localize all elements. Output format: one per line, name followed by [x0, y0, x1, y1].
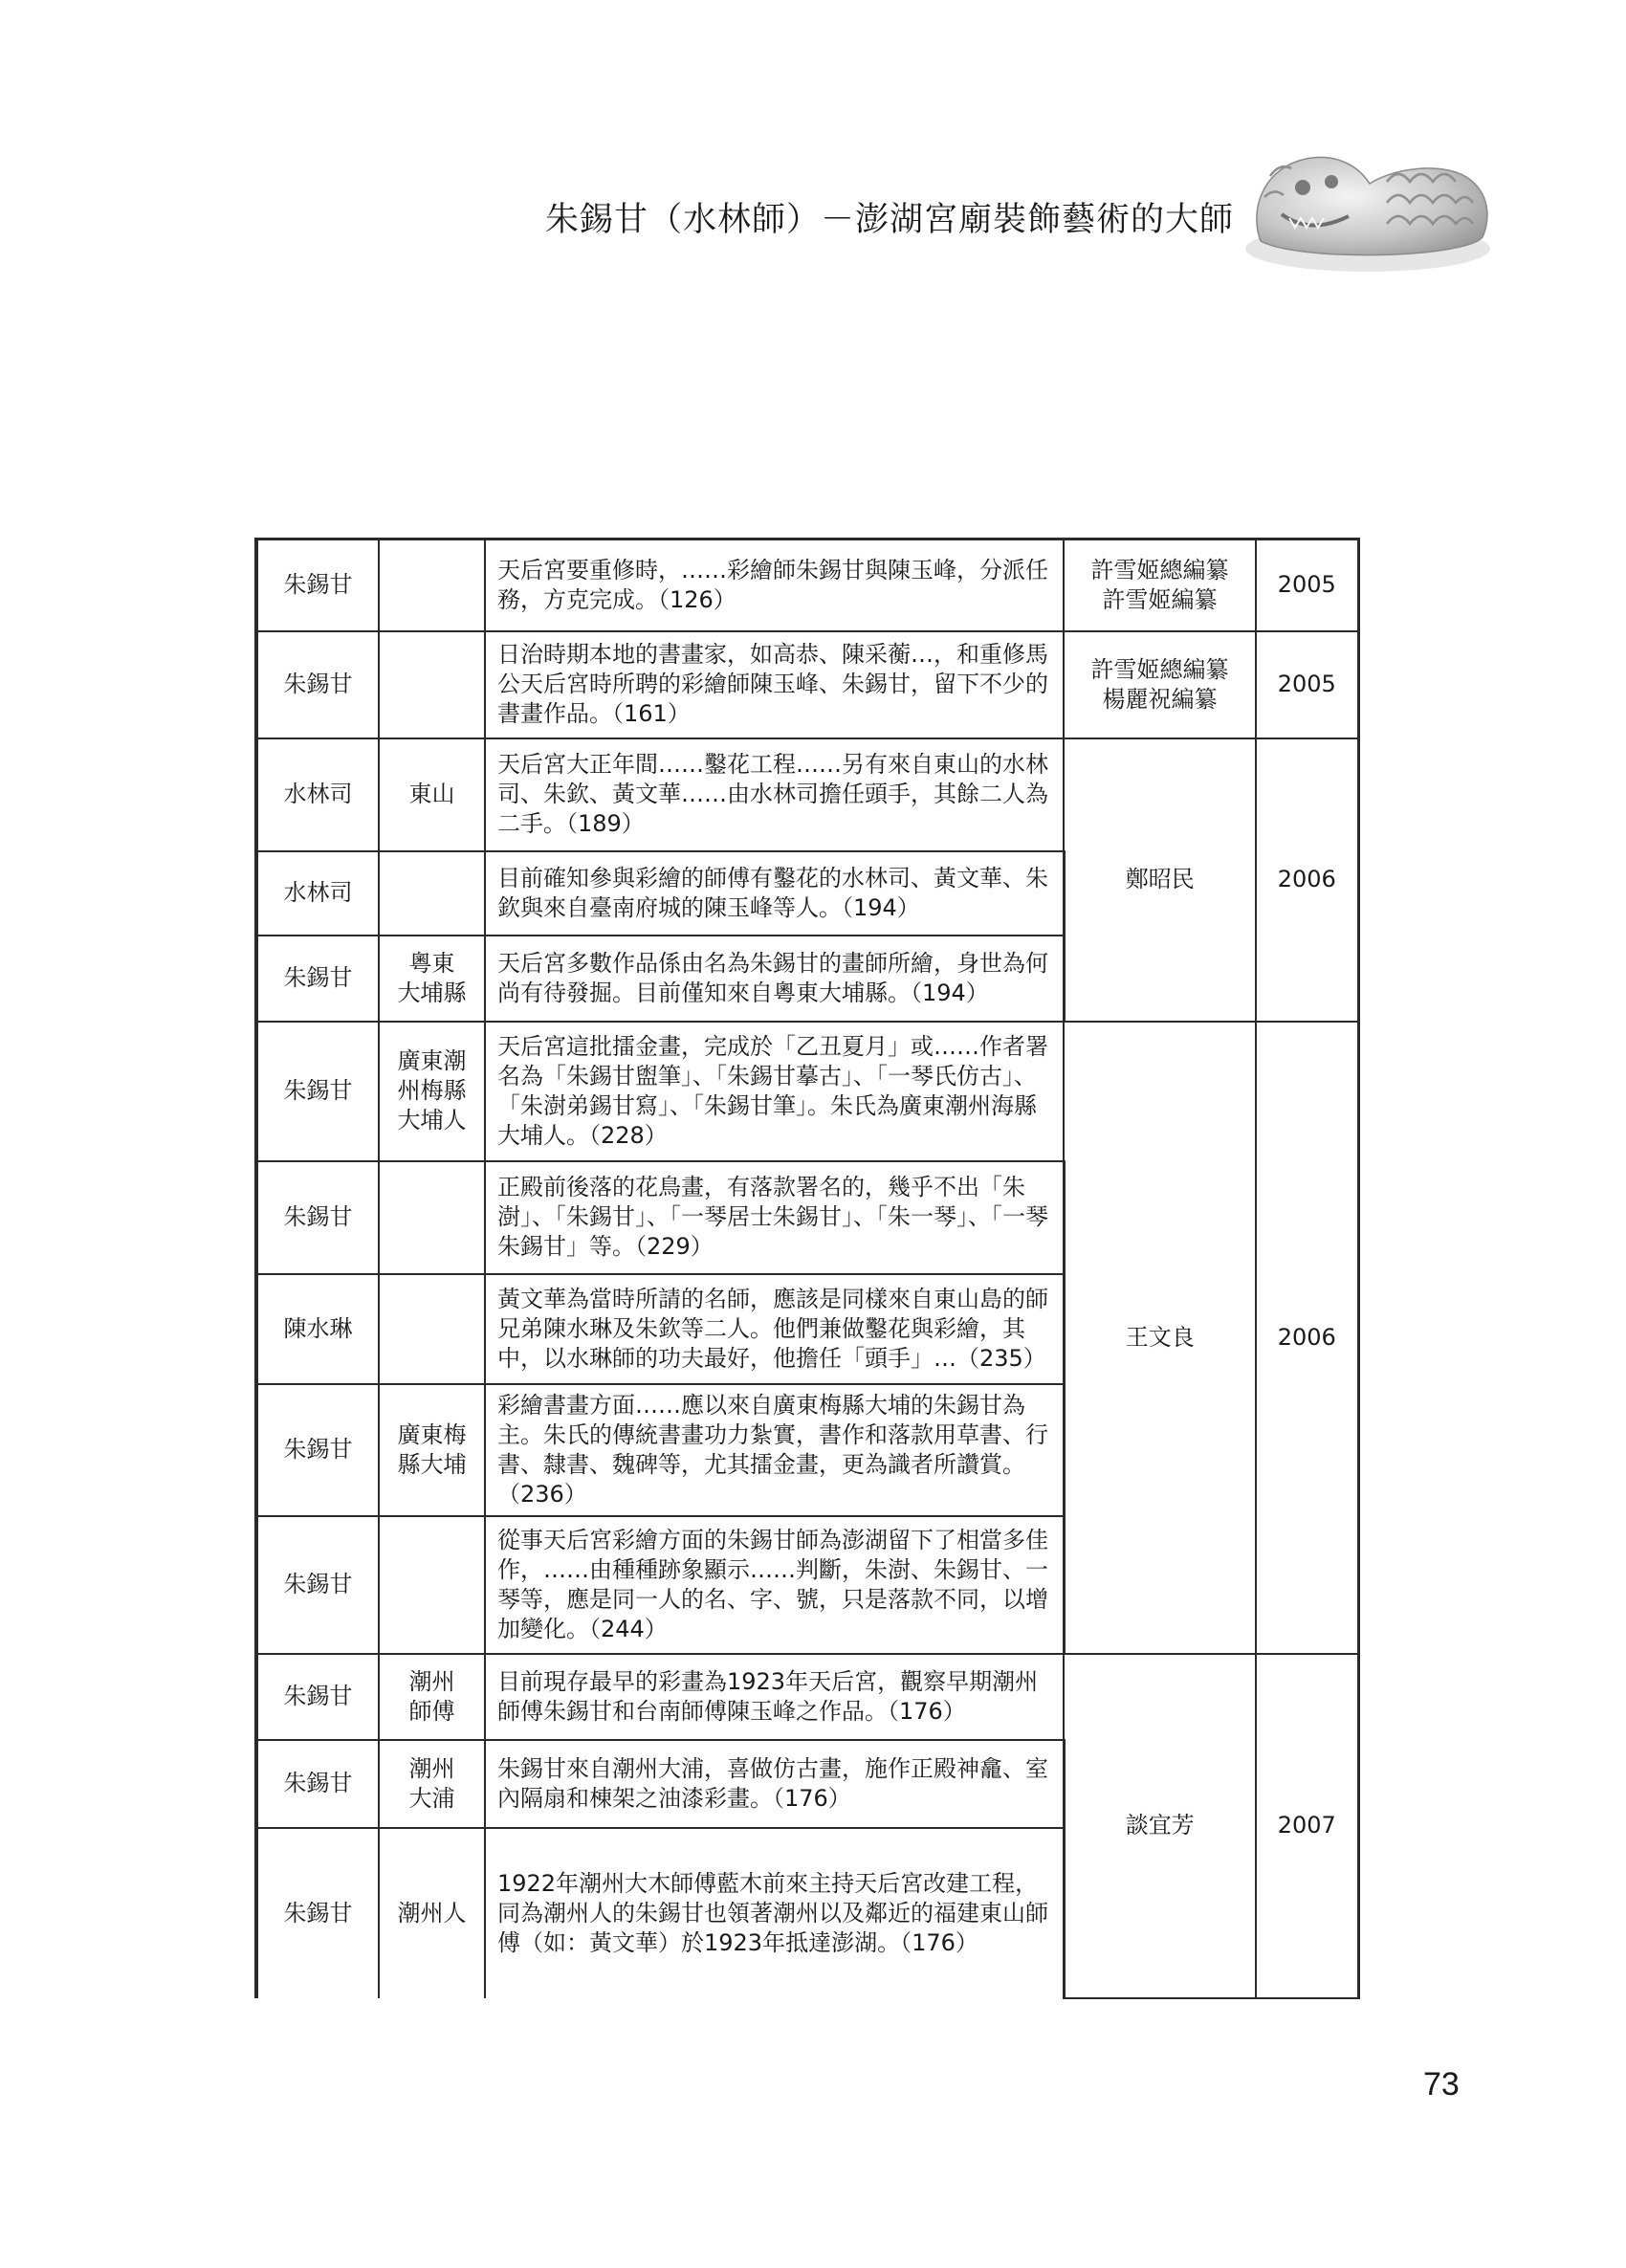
person-name: 朱錫甘 — [256, 1384, 379, 1516]
origin: 潮州人 — [379, 1828, 485, 1998]
publication-year: 2007 — [1256, 1654, 1358, 1998]
person-name: 朱錫甘 — [256, 631, 379, 738]
quoted-text: 彩繪書畫方面……應以來自廣東梅縣大埔的朱錫甘為主。朱氏的傳統書畫功力紮實，書作和落款用草書、行書、隸書、魏碑等，尤其擂金畫，更為識者所讚賞。（236） — [485, 1384, 1064, 1516]
table-row — [256, 631, 1358, 738]
person-name: 水林司 — [256, 851, 379, 936]
author: 許雪姬總編纂 楊麗祝編纂 — [1064, 631, 1256, 738]
quoted-text: 天后宮要重修時，……彩繪師朱錫甘與陳玉峰，分派任務，方克完成。（126） — [485, 539, 1064, 631]
quoted-text: 從事天后宮彩繪方面的朱錫甘師為澎湖留下了相當多佳作，……由種種跡象顯示……判斷，朱澍、朱錫甘、一琴等，應是同一人的名、字、號，只是落款不同，以增加變化。（244） — [485, 1516, 1064, 1654]
quoted-text: 天后宮這批擂金畫，完成於「乙丑夏月」或……作者署名為「朱錫甘盥筆」、「朱錫甘摹古」、「一琴氏仿古」、「朱澍弟錫甘寫」、「朱錫甘筆」。朱氏為廣東潮州海縣大埔人。（228） — [485, 1022, 1064, 1161]
publication-year: 2005 — [1256, 539, 1358, 631]
origin — [379, 1161, 485, 1274]
quoted-text: 黃文華為當時所請的名師，應該是同樣來自東山島的師兄弟陳水琳及朱欽等二人。他們兼做鑿花與彩繪，其中，以水琳師的功夫最好，他擔任「頭手」…（235） — [485, 1274, 1064, 1384]
quoted-text: 目前確知參與彩繪的師傅有鑿花的水林司、黃文華、朱欽與來自臺南府城的陳玉峰等人。（194） — [485, 851, 1064, 936]
quoted-text: 日治時期本地的書畫家，如高恭、陳采蘅…，和重修馬公天后宮時所聘的彩繪師陳玉峰、朱錫甘，留下不少的書畫作品。（161） — [485, 631, 1064, 738]
quoted-text: 1922年潮州大木師傅藍木前來主持天后宮改建工程，同為潮州人的朱錫甘也領著潮州以及鄰近的福建東山師傅（如：黃文華）於1923年抵達澎湖。（176） — [485, 1828, 1064, 1998]
person-name: 朱錫甘 — [256, 1516, 379, 1654]
person-name: 朱錫甘 — [256, 936, 379, 1022]
person-name: 水林司 — [256, 738, 379, 851]
person-name: 陳水琳 — [256, 1274, 379, 1384]
origin: 東山 — [379, 738, 485, 851]
origin: 粵東 大埔縣 — [379, 936, 485, 1022]
origin: 潮州 師傅 — [379, 1654, 485, 1740]
page-number: 73 — [1423, 2066, 1460, 2103]
origin — [379, 631, 485, 738]
stone-lion-icon — [1243, 134, 1502, 277]
author: 鄭昭民 — [1064, 738, 1256, 1022]
person-name: 朱錫甘 — [256, 1828, 379, 1998]
author: 王文良 — [1064, 1022, 1256, 1654]
running-title: 朱錫甘（水林師）－澎湖宮廟裝飾藝術的大師 — [544, 201, 1234, 239]
publication-year: 2006 — [1256, 1022, 1358, 1654]
table-row — [256, 539, 1358, 631]
origin — [379, 851, 485, 936]
publication-year: 2006 — [1256, 738, 1358, 1022]
person-name: 朱錫甘 — [256, 539, 379, 631]
origin: 廣東梅 縣大埔 — [379, 1384, 485, 1516]
person-name: 朱錫甘 — [256, 1022, 379, 1161]
origin — [379, 539, 485, 631]
table-row — [256, 1022, 1358, 1161]
table-row — [256, 738, 1358, 851]
quoted-text: 天后宮多數作品係由名為朱錫甘的畫師所繪，身世為何尚有待發掘。目前僅知來自粵東大埔縣。（194） — [485, 936, 1064, 1022]
publication-year: 2005 — [1256, 631, 1358, 738]
person-name: 朱錫甘 — [256, 1740, 379, 1828]
table-row — [256, 1654, 1358, 1740]
quoted-text: 朱錫甘來自潮州大浦，喜做仿古畫，施作正殿神龕、室內隔扇和棟架之油漆彩畫。（176） — [485, 1740, 1064, 1828]
author: 談宜芳 — [1064, 1654, 1256, 1998]
origin: 廣東潮 州梅縣 大埔人 — [379, 1022, 485, 1161]
origin — [379, 1516, 485, 1654]
records-table — [254, 538, 1360, 1999]
person-name: 朱錫甘 — [256, 1654, 379, 1740]
quoted-text: 正殿前後落的花鳥畫，有落款署名的，幾乎不出「朱澍」、「朱錫甘」、「一琴居士朱錫甘」、「朱一琴」、「一琴朱錫甘」等。（229） — [485, 1161, 1064, 1274]
quoted-text: 天后宮大正年間……鑿花工程……另有來自東山的水林司、朱欽、黃文華……由水林司擔任頭手，其餘二人為二手。（189） — [485, 738, 1064, 851]
origin — [379, 1274, 485, 1384]
person-name: 朱錫甘 — [256, 1161, 379, 1274]
origin: 潮州 大浦 — [379, 1740, 485, 1828]
quoted-text: 目前現存最早的彩畫為1923年天后宮，觀察早期潮州師傅朱錫甘和台南師傅陳玉峰之作品。（176） — [485, 1654, 1064, 1740]
author: 許雪姬總編纂 許雪姬編纂 — [1064, 539, 1256, 631]
